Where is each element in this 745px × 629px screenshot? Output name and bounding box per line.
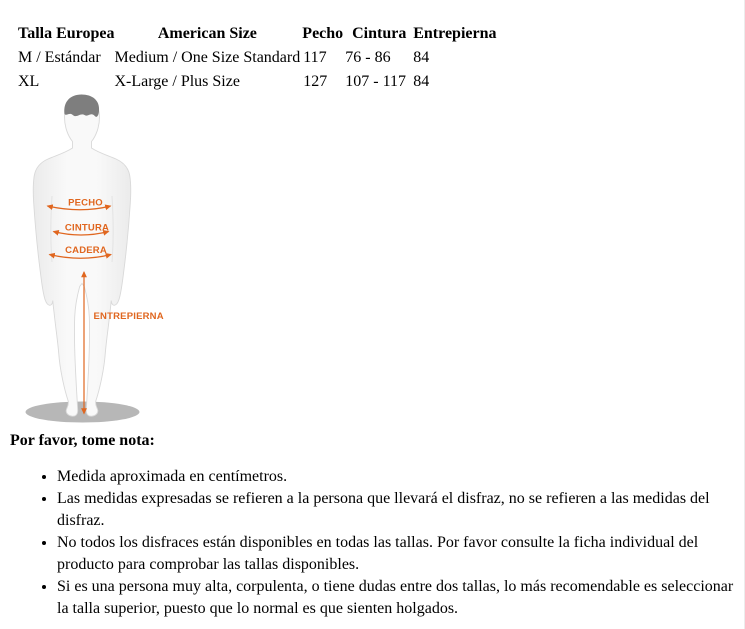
cell-waist: 107 - 117	[345, 73, 406, 90]
note-item: • Las medidas expresadas se refieren a la persona que llevará el disfraz, no se refieren a las medidas del disfraz.	[57, 488, 741, 532]
notes-list	[0, 466, 741, 620]
note-item: • Medida aproximada en centímetros.	[57, 466, 741, 488]
inseam-label: ENTREPIERNA	[93, 311, 164, 322]
floor-shadow	[26, 402, 140, 423]
note-item: • No todos los disfraces están disponibles en todas las tallas. Por favor consulte la ficha individual del producto para comprobar las tallas disponibles.	[57, 532, 741, 576]
cell-eu-size: XL	[18, 73, 40, 90]
cell-chest: 127	[303, 73, 328, 90]
cell-chest: 117	[303, 49, 327, 66]
header-american-size: American Size	[157, 25, 257, 42]
cell-waist: 76 - 86	[345, 49, 391, 66]
hair	[64, 95, 99, 117]
measurement-diagram	[0, 0, 190, 440]
cell-inseam: 84	[413, 49, 430, 66]
header-talla-europea: Talla Europea	[18, 25, 115, 42]
cell-inseam: 84	[413, 73, 430, 90]
cell-us-size: X-Large / Plus Size	[114, 73, 240, 90]
hip-label: CADERA	[65, 245, 107, 256]
notes-heading: Por favor, tome nota:	[10, 432, 155, 449]
cell-eu-size: M / Estándar	[18, 49, 101, 66]
note-item: • Si es una persona muy alta, corpulenta, o tiene dudas entre dos tallas, lo más recomendable es seleccionar la talla superior, puesto que lo normal es que sienten holgados.	[57, 576, 741, 620]
chest-label: PECHO	[68, 197, 103, 209]
cell-us-size: Medium / One Size Standard	[114, 49, 301, 66]
header-pecho: Pecho	[302, 25, 344, 42]
waist-label: CINTURA	[64, 222, 110, 234]
body-silhouette-figure	[0, 0, 190, 440]
header-entrepierna: Entrepierna	[413, 25, 497, 42]
header-cintura: Cintura	[352, 25, 407, 42]
